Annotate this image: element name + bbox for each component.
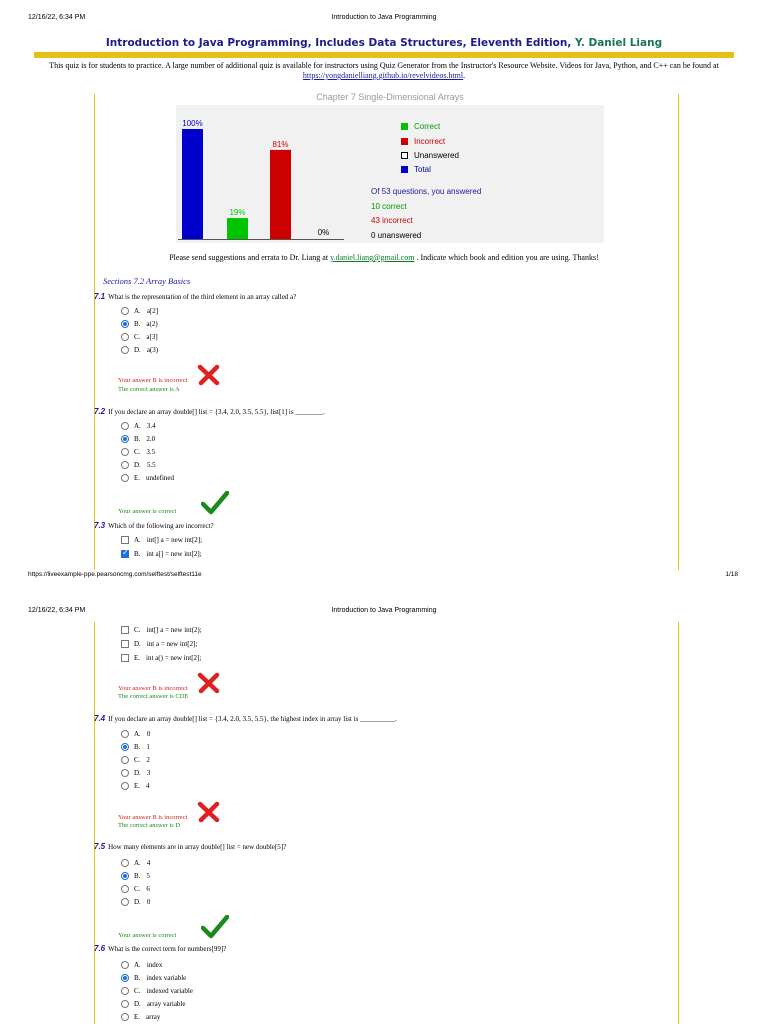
- correct-answer-text: The correct answer is D: [118, 822, 181, 829]
- radio-button[interactable]: [121, 730, 129, 738]
- radio-button[interactable]: [121, 961, 129, 969]
- legend-incorrect: Incorrect: [401, 137, 445, 146]
- correct-checkmark-icon: [201, 915, 229, 939]
- option-c[interactable]: C. 3.5: [121, 448, 155, 456]
- legend-correct: Correct: [401, 122, 440, 131]
- radio-button[interactable]: [121, 307, 129, 315]
- correct-checkmark-icon: [201, 491, 229, 515]
- book-title: Introduction to Java Programming, Includes Data Structures, Eleventh Edition, Y. Daniel Liang: [105, 37, 663, 49]
- checkbox[interactable]: [121, 626, 129, 634]
- incorrect-x-icon: [197, 672, 221, 694]
- radio-button[interactable]: [121, 1013, 129, 1021]
- bar-label-total: 100%: [182, 119, 203, 128]
- videos-link[interactable]: https://yongdanielliang.github.io/revelvideos.html: [302, 71, 464, 80]
- option-e[interactable]: E. undefined: [121, 474, 174, 482]
- option-a[interactable]: A. int[] a = new int[2];: [121, 536, 202, 544]
- suggestions-text: Please send suggestions and errata to Dr. Liang at y.daniel.liang@gmail.com . Indicate which book and edition you are using. Thanks!: [169, 253, 599, 262]
- radio-button[interactable]: [121, 461, 129, 469]
- option-b[interactable]: B. 1: [121, 743, 150, 751]
- legend-swatch-incorrect: [401, 138, 408, 145]
- radio-button[interactable]: [121, 1000, 129, 1008]
- header-title: Introduction to Java Programming: [331, 607, 437, 614]
- feedback-incorrect: Your answer B is incorrect: [118, 685, 188, 692]
- option-e[interactable]: E. array: [121, 1013, 160, 1021]
- bar-incorrect: [270, 150, 291, 239]
- bar-label-correct: 19%: [229, 208, 246, 218]
- header-datetime: 12/16/22, 6:34 PM: [28, 14, 86, 21]
- section-title: Sections 7.2 Array Basics: [103, 276, 191, 286]
- option-a[interactable]: A. 3.4: [121, 422, 156, 430]
- radio-button[interactable]: [121, 422, 129, 430]
- option-e[interactable]: E. 4: [121, 782, 150, 790]
- gold-divider: [34, 52, 734, 58]
- radio-button-selected[interactable]: [121, 743, 129, 751]
- bar-total: [182, 129, 203, 239]
- pdf-page-2: [0, 604, 768, 1024]
- option-d[interactable]: D. a(3): [121, 346, 158, 354]
- option-a[interactable]: A. a[2]: [121, 307, 158, 315]
- radio-button[interactable]: [121, 333, 129, 341]
- radio-button-selected[interactable]: [121, 974, 129, 982]
- question-7-2: 7.2 If you declare an array double[] list = {3.4, 2.0, 3.5, 5.5}, list[1] is ________.: [94, 407, 326, 416]
- legend-swatch-total: [401, 166, 408, 173]
- book-author: Y. Daniel Liang: [574, 37, 663, 49]
- option-b[interactable]: B. 2.0: [121, 435, 155, 443]
- email-link[interactable]: y.daniel.liang@gmail.com: [330, 253, 415, 262]
- correct-answer-text: The correct answer is CDE: [118, 693, 189, 700]
- bar-correct: [227, 218, 248, 239]
- correct-answer-text: The correct answer is A: [118, 386, 180, 393]
- radio-button[interactable]: [121, 448, 129, 456]
- option-b[interactable]: B. a(2): [121, 320, 158, 328]
- incorrect-x-icon: [197, 801, 221, 823]
- radio-button[interactable]: [121, 885, 129, 893]
- option-c[interactable]: C. 2: [121, 756, 150, 764]
- radio-button-selected[interactable]: [121, 320, 129, 328]
- option-a[interactable]: A. index: [121, 961, 162, 969]
- bar-label-incorrect: 81%: [272, 139, 289, 149]
- header-datetime: 12/16/22, 6:34 PM: [28, 607, 86, 614]
- right-border: [678, 94, 679, 570]
- footer-url: https://liveexample-ppe.pearsoncmg.com/selftest/selftest11e: [28, 571, 202, 578]
- legend-total: Total: [401, 165, 431, 174]
- legend-swatch-unanswered: [401, 152, 408, 159]
- question-7-6: 7.6 What is the correct term for numbers[99]?: [94, 944, 227, 953]
- radio-button[interactable]: [121, 769, 129, 777]
- stat-unanswered: 0 unanswered: [371, 231, 422, 240]
- footer-page-number: 1/18: [725, 571, 738, 578]
- legend-swatch-correct: [401, 123, 408, 130]
- radio-button[interactable]: [121, 898, 129, 906]
- feedback-correct: Your answer is correct: [118, 508, 177, 515]
- feedback-incorrect: Your answer B is incorrect: [118, 814, 188, 821]
- option-d[interactable]: D. array variable: [121, 1000, 185, 1008]
- option-b[interactable]: ✓ B. int a[] = new int[2];: [121, 550, 202, 558]
- option-d[interactable]: D. int a = new int[2];: [121, 640, 197, 648]
- left-border: [94, 94, 95, 570]
- radio-button-selected[interactable]: [121, 435, 129, 443]
- option-d[interactable]: D. 0: [121, 898, 150, 906]
- radio-button[interactable]: [121, 346, 129, 354]
- stat-incorrect: 43 incorrect: [371, 216, 413, 225]
- checkbox[interactable]: [121, 654, 129, 662]
- radio-button[interactable]: [121, 859, 129, 867]
- chapter-title: Chapter 7 Single-Dimensional Arrays: [316, 92, 464, 102]
- intro-text: This quiz is for students to practice. A large number of additional quiz is available for instructors using Quiz Generator from the Instructor's Resource Website. Videos for Java, Python, and C++ can be found at https://yongdanielliang.github.io/revelvideos.html.: [49, 61, 719, 80]
- radio-button[interactable]: [121, 474, 129, 482]
- results-bar-chart: [176, 105, 366, 243]
- feedback-correct: Your answer is correct: [118, 932, 177, 939]
- option-b[interactable]: B. 5: [121, 872, 150, 880]
- incorrect-x-icon: [197, 364, 221, 386]
- radio-button[interactable]: [121, 987, 129, 995]
- bar-label-unanswered: 0%: [317, 228, 330, 237]
- radio-button-selected[interactable]: [121, 872, 129, 880]
- question-7-4: 7.4 If you declare an array double[] list = {3.4, 2.0, 3.5, 5.5}, the highest index in array list is __________.: [94, 714, 397, 723]
- question-7-3: 7.3 Which of the following are incorrect?: [94, 521, 214, 530]
- question-7-1: 7.1 What is the representation of the third element in an array called a?: [94, 292, 297, 301]
- checkbox[interactable]: [121, 640, 129, 648]
- header-title: Introduction to Java Programming: [331, 14, 437, 21]
- left-border: [94, 622, 95, 1024]
- legend-unanswered: Unanswered: [401, 151, 459, 160]
- option-a[interactable]: A. 4: [121, 859, 150, 867]
- option-d[interactable]: D. 5.5: [121, 461, 156, 469]
- option-e[interactable]: E. int a() = new int[2];: [121, 654, 201, 662]
- checkbox[interactable]: [121, 536, 129, 544]
- radio-button[interactable]: [121, 782, 129, 790]
- radio-button[interactable]: [121, 756, 129, 764]
- option-c[interactable]: C. indexed variable: [121, 987, 193, 995]
- stat-answered: Of 53 questions, you answered: [371, 187, 482, 196]
- option-d[interactable]: D. 3: [121, 769, 150, 777]
- question-7-5: 7.5 How many elements are in array double[] list = new double[5]?: [94, 842, 287, 851]
- right-border: [678, 622, 679, 1024]
- stat-correct: 10 correct: [371, 202, 407, 211]
- option-b[interactable]: B. index variable: [121, 974, 186, 982]
- option-c[interactable]: C. 6: [121, 885, 150, 893]
- option-a[interactable]: A. 0: [121, 730, 150, 738]
- feedback-incorrect: Your answer B is incorrect: [118, 377, 188, 384]
- option-c[interactable]: C. a[3]: [121, 333, 158, 341]
- checkbox-checked[interactable]: [121, 550, 129, 558]
- option-c[interactable]: C. int[] a = new int(2);: [121, 626, 202, 634]
